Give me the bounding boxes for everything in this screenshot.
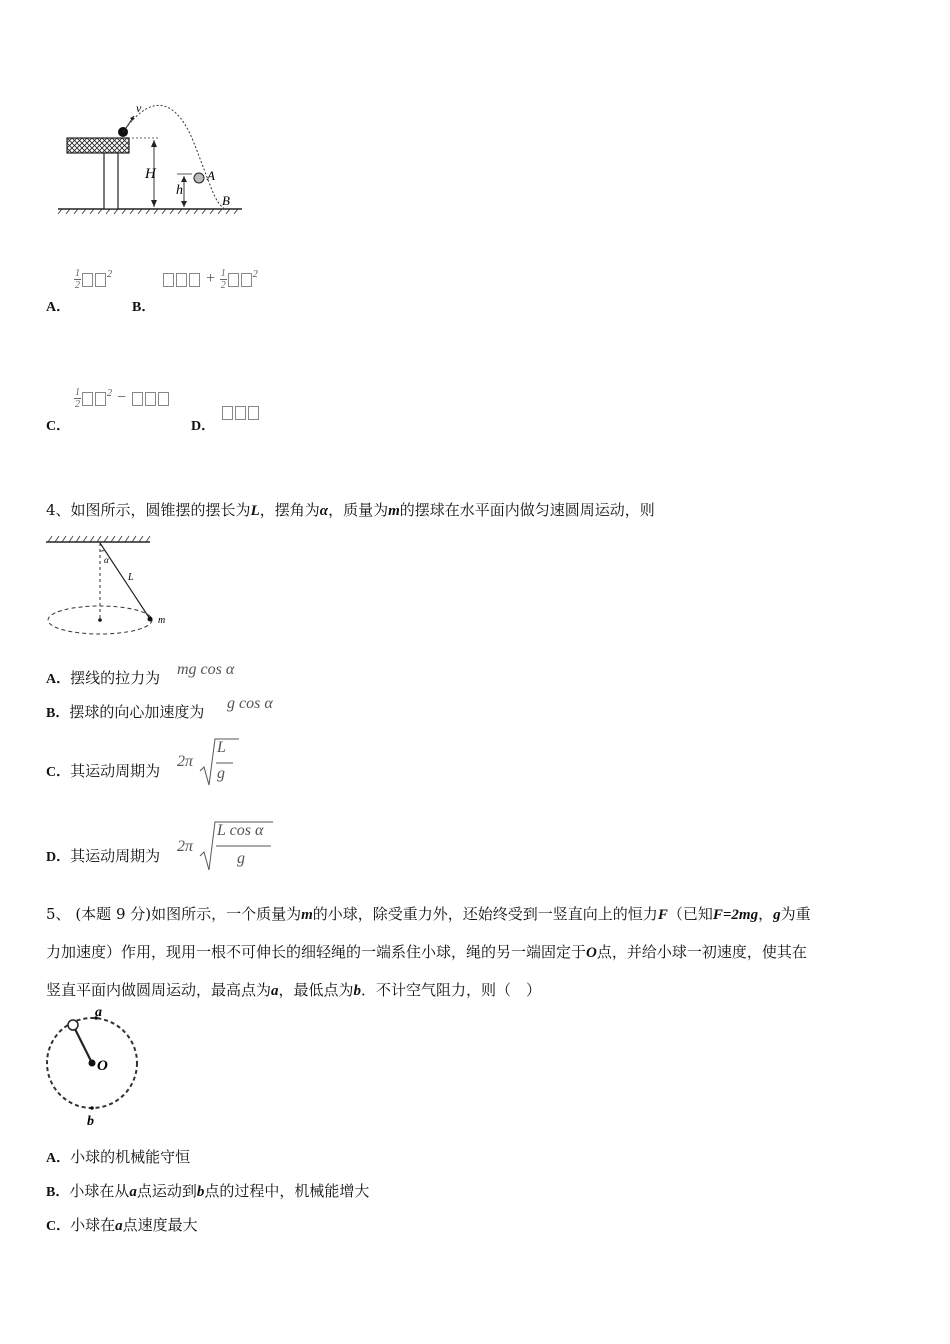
var-a: a [271,983,279,999]
var-F: F [657,907,668,923]
var-b: b [353,983,362,999]
num: L [217,739,226,756]
label-O: O [97,1058,108,1074]
option-text: 点运动到 [136,1182,197,1200]
var-a: a [129,1184,137,1200]
q4-option-B-formula: g cos α [227,695,273,712]
plus-sign: + [205,270,216,288]
coef: 2π [177,753,194,770]
label-a: a [95,1005,102,1020]
q5-stem-line-3 [46,979,541,1000]
var-O: O [586,945,597,961]
q5-text: （已知 [667,905,713,923]
q4-option-B [46,701,204,722]
var-b: b [196,1184,205,1200]
q4-option-C [46,760,160,781]
q5-text: ．不计空气阻力，则（ ） [361,981,542,999]
frac-den: 2 [220,280,226,291]
q3-option-B-label: B． [132,300,156,315]
minus-sign: − [116,389,127,407]
q4-option-D-formula [177,818,287,876]
frac-den: 2 [75,399,80,410]
q5-text: 的小球，除受重力外，还始终受到一竖直向上的恒力 [312,905,658,923]
label-b: b [87,1114,94,1129]
q4-option-C-formula [177,735,247,791]
label-m: m [158,615,166,626]
string [73,1025,92,1063]
q5-text: 点，并给小球一初速度，使其在 [596,943,807,961]
option-label: A． [46,1151,71,1166]
frac-num: 1 [75,387,80,398]
num: L cos α [217,822,264,839]
var-L: L [250,503,260,519]
var-m: m [301,907,313,923]
ball-A [194,173,204,183]
option-text: 摆线的拉力为 [70,669,161,687]
q4-text-4: 的摆球在水平面内做匀速圆周运动，则 [399,501,655,519]
q4-option-A-formula: mg cos α [177,661,235,678]
option-text: 小球的机械能守恒 [70,1148,191,1166]
q4-text-2: ，摆角为 [259,501,320,519]
label-L: L [128,572,134,583]
option-label: C． [46,765,71,780]
exp: 2 [252,268,258,280]
q4-figure [44,535,174,640]
table-top [67,138,129,153]
q4-text-1: 如图所示，圆锥摆的摆长为 [70,501,251,519]
option-text: 其运动周期为 [70,762,161,780]
option-label: B． [46,1185,70,1200]
option-text: 其运动周期为 [70,847,161,865]
q5-text: 力加速度）作用，现用一根不可伸长的细轻绳的一端系住小球，绳的另一端固定于 [46,943,587,961]
q5-option-A [46,1146,190,1167]
q3-option-D-label: D． [191,419,216,434]
frac-num: 1 [75,268,80,279]
q5-text: ，最低点为 [278,981,354,999]
den: g [237,850,245,867]
var-g: g [773,907,781,923]
option-label: C． [46,1219,71,1234]
coef: 2π [177,838,194,855]
q3-option-A-formula [74,268,112,291]
ball [68,1020,78,1030]
frac-num: 1 [220,268,226,279]
option-label: D． [46,850,71,865]
q4-option-D [46,845,160,866]
q5-option-C [46,1214,198,1235]
option-label: B． [46,706,70,721]
option-text: 小球在从 [69,1182,130,1200]
q5-text: ， [758,905,774,923]
q4-text-3: ，质量为 [328,501,389,519]
q5-text: 竖直平面内做圆周运动，最高点为 [46,981,272,999]
trajectory [123,105,224,208]
den: g [217,765,225,782]
label-v: v [136,101,142,115]
label-H: H [145,166,156,182]
label-h: h [176,183,183,198]
q3-option-C-formula [74,387,170,410]
q5-number: 5、 [46,905,71,923]
q4-option-A [46,667,160,688]
q5-text: (本题 9 分)如图所示，一个质量为 [75,905,302,923]
pendulum-bob [148,617,153,622]
option-text: 点速度最大 [122,1216,198,1234]
option-label: A． [46,672,71,687]
q5-figure [40,1005,150,1130]
option-text: 摆球的向心加速度为 [69,703,205,721]
q4-number: 4、 [46,501,71,519]
frac-den: 2 [75,280,80,291]
var-alpha: α [319,503,329,519]
var-F-eq: F=2mg [712,907,759,923]
exp: 2 [107,387,112,399]
q5-stem-line-1 [46,903,811,924]
q3-option-C-label: C． [46,419,71,434]
q4-stem [46,499,655,520]
var-a: a [115,1218,123,1234]
q3-option-A-label: A． [46,300,71,315]
table-leg [104,153,118,209]
q5-stem-line-2 [46,941,807,962]
label-B: B [222,193,230,208]
q3-option-B-formula [162,268,258,291]
option-text: 点的过程中，机械能增大 [204,1182,370,1200]
q3-figure [52,98,252,220]
q5-text: 为重 [780,905,811,923]
q5-option-B [46,1180,369,1201]
label-A: A [207,168,215,183]
exp: 2 [107,268,112,280]
label-alpha: α [104,555,109,565]
q3-option-D-formula [221,404,260,422]
option-text: 小球在 [70,1216,116,1234]
var-m: m [388,503,400,519]
center-O [89,1060,96,1067]
